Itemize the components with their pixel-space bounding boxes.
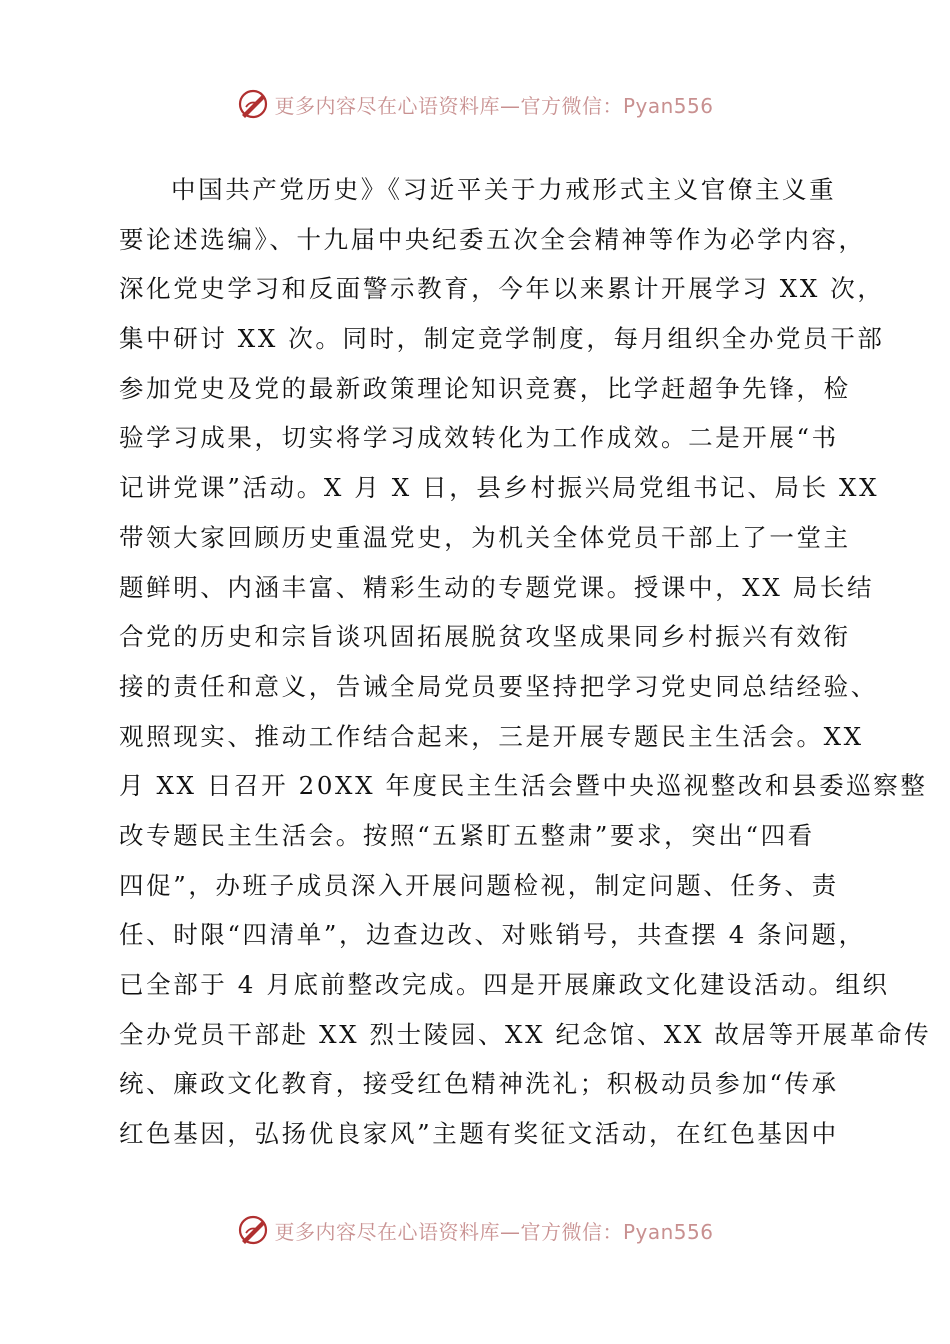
body-line: 集中研讨 XX 次。同时，制定竞学制度，每月组织全办党员干部 bbox=[119, 324, 885, 354]
body-line: 统、廉政文化教育，接受红色精神洗礼；积极动员参加“传承 bbox=[119, 1069, 839, 1099]
body-line: 任、时限“四清单”，边查边改、对账销号，共查摆 4 条问题， bbox=[119, 920, 866, 950]
body-line: 红色基因，弘扬优良家风”主题有奖征文活动，在红色基因中 bbox=[119, 1119, 839, 1149]
body-line: 接的责任和意义，告诫全局党员要坚持把学习党史同总结经验、 bbox=[119, 671, 878, 701]
body-line: 记讲党课”活动。X 月 X 日，县乡村振兴局党组书记、局长 XX bbox=[119, 473, 880, 503]
document-body bbox=[119, 165, 932, 1159]
body-line: 月 XX 日召开 20XX 年度民主生活会暨中央巡视整改和县委巡察整 bbox=[119, 771, 928, 801]
body-line: 参加党史及党的最新政策理论知识竞赛，比学赶超争先锋，检 bbox=[119, 373, 851, 403]
body-line: 题鲜明、内涵丰富、精彩生动的专题党课。授课中，XX 局长结 bbox=[119, 572, 875, 602]
header-banner bbox=[0, 84, 950, 124]
body-line: 观照现实、推动工作结合起来，三是开展专题民主生活会。XX bbox=[119, 721, 864, 751]
body-line: 改专题民主生活会。按照“五紧盯五整肃”要求，突出“四看 bbox=[119, 820, 815, 850]
header-banner-text: 更多内容尽在心语资料库—官方微信：Pyan556 bbox=[274, 93, 714, 118]
body-line: 合党的历史和宗旨谈巩固拓展脱贫攻坚成果同乡村振兴有效衔 bbox=[119, 622, 851, 652]
body-line: 验学习成果，切实将学习成效转化为工作成效。二是开展“书 bbox=[119, 423, 839, 453]
body-line: 带领大家回顾历史重温党史，为机关全体党员干部上了一堂主 bbox=[119, 522, 851, 552]
footer-banner bbox=[0, 1210, 950, 1250]
footer-banner-text: 更多内容尽在心语资料库—官方微信：Pyan556 bbox=[274, 1219, 714, 1244]
pen-circle-logo-icon bbox=[236, 87, 270, 121]
pen-circle-logo-icon bbox=[236, 1213, 270, 1247]
body-line: 四促”，办班子成员深入开展问题检视，制定问题、任务、责 bbox=[119, 870, 839, 900]
body-line: 全办党员干部赴 XX 烈士陵园、XX 纪念馆、XX 故居等开展革命传 bbox=[119, 1019, 932, 1049]
body-line: 要论述选编》、十九届中央纪委五次全会精神等作为必学内容， bbox=[119, 224, 866, 254]
body-line: 深化党史学习和反面警示教育，今年以来累计开展学习 XX 次， bbox=[119, 274, 885, 304]
body-line: 已全部于 4 月底前整改完成。四是开展廉政文化建设活动。组织 bbox=[119, 970, 890, 999]
body-line: 中国共产党历史》《习近平关于力戒形式主义官僚主义重 bbox=[171, 175, 837, 204]
